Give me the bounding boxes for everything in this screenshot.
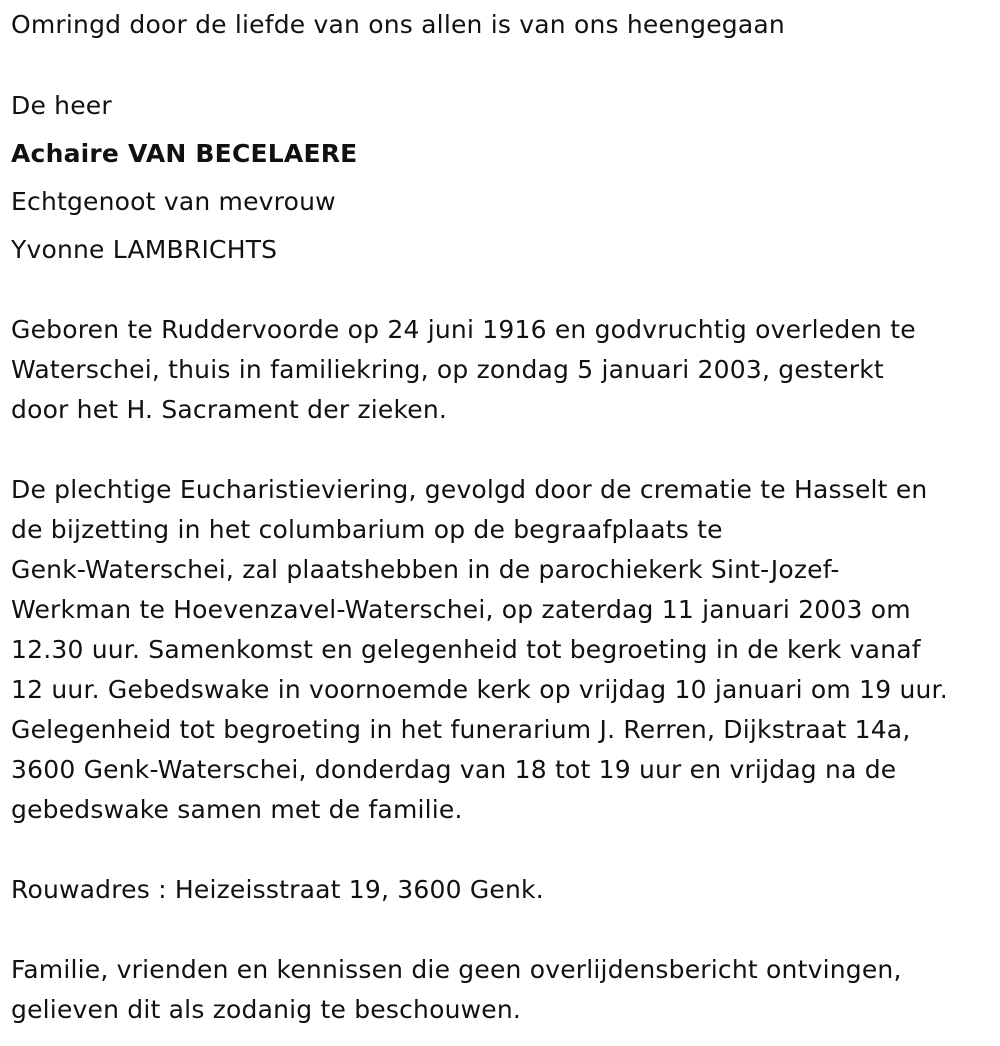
paragraph-line: Werkman te Hoevenzavel-Waterschei, op zaterdag 11 januari 2003 om — [11, 595, 911, 624]
paragraph-line: gebedswake samen met de familie. — [11, 795, 463, 824]
ceremony-paragraph — [11, 470, 996, 830]
paragraph-line: gelieven dit als zodanig te beschouwen. — [11, 995, 522, 1024]
paragraph-line: Genk-Waterschei, zal plaatshebben in de parochiekerk Sint-Jozef- — [11, 555, 840, 584]
spouse-name: Yvonne LAMBRICHTS — [11, 235, 278, 264]
paragraph-line: De plechtige Eucharistieviering, gevolgd door de crematie te Hasselt en — [11, 475, 928, 504]
paragraph-line: door het H. Sacrament der zieken. — [11, 395, 448, 424]
birth-death-paragraph — [11, 310, 996, 430]
paragraph-line: 12.30 uur. Samenkomst en gelegenheid tot begroeting in de kerk vanaf — [11, 635, 921, 664]
paragraph-line: Geboren te Ruddervoorde op 24 juni 1916 en godvruchtig overleden te — [11, 315, 916, 344]
paragraph-line: Waterschei, thuis in familiekring, op zondag 5 januari 2003, gesterkt — [11, 355, 884, 384]
paragraph-line: de bijzetting in het columbarium op de begraafplaats te — [11, 515, 723, 544]
paragraph-line: 12 uur. Gebedswake in voornoemde kerk op vrijdag 10 januari om 19 uur. — [11, 675, 948, 704]
intro-text: Omringd door de liefde van ons allen is van ons heengegaan — [11, 10, 785, 39]
spouse-title: Echtgenoot van mevrouw — [11, 187, 336, 216]
paragraph-line: Gelegenheid tot begroeting in het funerarium J. Rerren, Dijkstraat 14a, — [11, 715, 911, 744]
deceased-name: Achaire VAN BECELAERE — [11, 139, 358, 168]
paragraph-line: Familie, vrienden en kennissen die geen overlijdensbericht ontvingen, — [11, 955, 902, 984]
closing-paragraph — [11, 950, 996, 1030]
paragraph-line: 3600 Genk-Waterschei, donderdag van 18 tot 19 uur en vrijdag na de — [11, 755, 897, 784]
salutation: De heer — [11, 91, 112, 120]
mourning-address: Rouwadres : Heizeisstraat 19, 3600 Genk. — [11, 875, 544, 904]
